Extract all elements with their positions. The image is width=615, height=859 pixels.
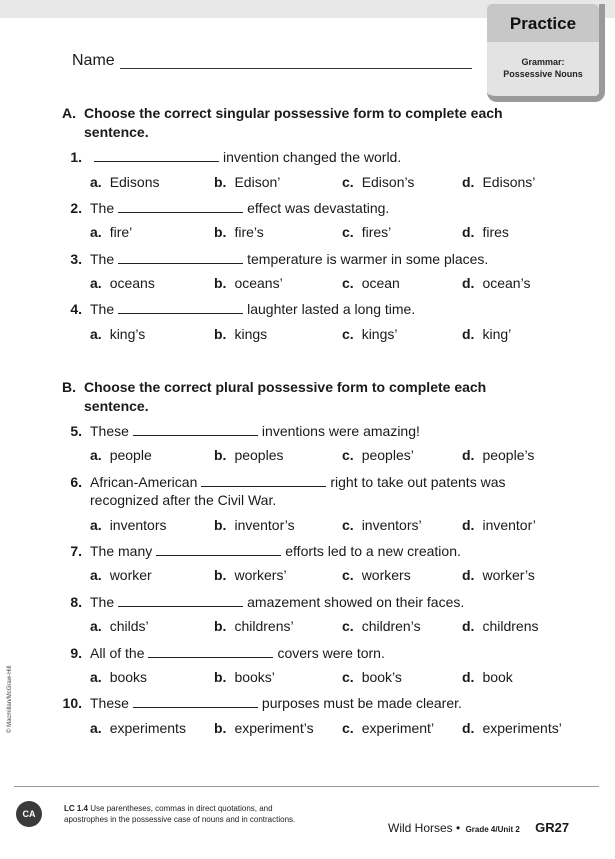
standard-text-1: Use parentheses, commas in direct quotations, and [90,804,273,813]
option-a[interactable] [90,669,147,685]
option-b[interactable] [214,224,264,240]
option-text: fire’ [109,224,133,240]
question-tail: temperature is warmer in some places. [247,251,489,267]
option-letter: c. [342,669,354,685]
option-text: childrens [482,618,539,634]
option-text: kings’ [361,326,398,342]
option-letter: a. [90,567,102,583]
practice-subtitle-line1: Grammar: [521,57,565,67]
question-number: 4. [70,301,82,317]
question-number: 5. [70,423,82,439]
question-tail: right to take out patents was [330,474,506,490]
section-b-letter: B. [62,379,76,395]
option-text: inventor’s [234,517,295,533]
option-text: children’s [361,618,421,634]
option-b[interactable] [214,669,275,685]
option-a[interactable] [90,326,145,342]
option-letter: b. [214,224,227,240]
question-continuation: recognized after the Civil War. [90,492,277,508]
question-text [90,593,580,611]
answer-blank[interactable] [148,645,273,658]
option-letter: b. [214,720,227,736]
option-text: peoples’ [361,447,414,463]
question-lead: The [90,251,115,267]
option-text: people’s [482,447,535,463]
question-tail: effect was devastating. [247,200,390,216]
answer-blank[interactable] [201,474,326,487]
answer-options-10 [62,720,582,738]
option-letter: a. [90,517,102,533]
option-text: people [109,447,152,463]
copyright-credit [0,640,20,740]
option-text: Edison’s [361,174,415,190]
option-letter: a. [90,669,102,685]
option-letter: d. [462,174,475,190]
option-letter: a. [90,224,102,240]
answer-options-7 [62,567,582,585]
option-text: fires’ [361,224,392,240]
option-letter: c. [342,447,354,463]
option-letter: a. [90,326,102,342]
question-text [90,644,580,662]
option-letter: b. [214,567,227,583]
option-letter: b. [214,447,227,463]
question-lead: The many [90,543,153,559]
answer-options-4 [62,326,582,344]
option-letter: d. [462,326,475,342]
option-letter: c. [342,224,354,240]
answer-options-8 [62,618,582,636]
option-b[interactable] [214,517,295,533]
question-tail: laughter lasted a long time. [247,301,416,317]
answer-blank[interactable] [118,594,243,607]
option-b[interactable] [214,275,283,291]
option-c[interactable] [342,224,391,240]
answer-options-9 [62,669,582,687]
option-b[interactable] [214,174,280,190]
answer-options-2 [62,224,582,242]
question-tail: efforts led to a new creation. [285,543,461,559]
question-tail: amazement showed on their faces. [247,594,465,610]
option-text: experiments [109,720,186,736]
option-text: Edison’ [234,174,281,190]
answer-options-1 [62,174,582,192]
question-text [90,300,580,318]
answer-blank[interactable] [133,695,258,708]
question-text [90,694,580,712]
question-lead: These [90,423,129,439]
question-tail: invention changed the world. [223,149,402,165]
option-text: fires [482,224,509,240]
page-number: GR27 [535,820,570,835]
option-a[interactable] [90,447,152,463]
question-number: 2. [70,200,82,216]
practice-subtitle [487,56,599,80]
question-number: 8. [70,594,82,610]
option-letter: c. [342,275,354,291]
option-letter: c. [342,567,354,583]
question-text [90,422,580,440]
option-letter: d. [462,275,475,291]
question-number: 7. [70,543,82,559]
option-letter: d. [462,618,475,634]
name-box [62,18,487,78]
copyright-text: © Macmillan/McGraw-Hill [7,665,13,733]
option-text: childs’ [109,618,149,634]
option-a[interactable] [90,720,186,736]
question-lead: The [90,200,115,216]
grade-unit: Grade 4/Unit 2 [465,825,520,834]
footer-info [388,820,569,835]
section-a-line1: Choose the correct singular possessive form to complete each [84,105,503,121]
question-text [90,199,580,217]
option-text: ocean [361,275,400,291]
option-a[interactable] [90,567,152,583]
option-c[interactable] [342,720,434,736]
practice-title: Practice [509,14,577,33]
option-c[interactable] [342,275,400,291]
option-c[interactable] [342,618,421,634]
ca-standards-icon: CA [16,801,42,827]
option-d[interactable] [462,517,536,533]
option-d[interactable] [462,618,538,634]
option-b[interactable] [214,326,267,342]
question-lead: All of the [90,645,145,661]
option-letter: c. [342,618,354,634]
option-text: experiments’ [482,720,562,736]
option-letter: d. [462,669,475,685]
option-b[interactable] [214,567,287,583]
option-letter: b. [214,275,227,291]
option-text: worker’s [482,567,535,583]
option-text: Edisons [109,174,160,190]
name-label: Name [72,52,115,69]
option-text: Edisons’ [482,174,536,190]
option-text: oceans [109,275,155,291]
question-number: 3. [70,251,82,267]
option-text: books [109,669,148,685]
question-tail: covers were torn. [277,645,385,661]
question-text [90,148,580,166]
option-letter: a. [90,275,102,291]
answer-blank[interactable] [133,423,258,436]
question-lead: African-American [90,474,198,490]
answer-blank[interactable] [94,149,219,162]
option-letter: b. [214,618,227,634]
option-a[interactable] [90,174,160,190]
standard-code: LC 1.4 [64,804,89,813]
practice-tab-header [487,4,599,42]
section-b-heading [62,378,562,416]
question-lead: These [90,695,129,711]
footer [0,787,615,859]
option-letter: c. [342,720,354,736]
option-d[interactable] [462,447,534,463]
option-letter: d. [462,567,475,583]
option-letter: a. [90,618,102,634]
standard-text-2: apostrophes in the possessive case of nouns and in contractions. [64,815,296,824]
option-c[interactable] [342,174,414,190]
option-d[interactable] [462,720,562,736]
option-letter: a. [90,447,102,463]
option-letter: d. [462,447,475,463]
option-letter: a. [90,720,102,736]
option-letter: c. [342,517,354,533]
option-a[interactable] [90,275,155,291]
option-c[interactable] [342,669,402,685]
option-text: workers’ [234,567,287,583]
option-letter: b. [214,669,227,685]
option-d[interactable] [462,567,535,583]
section-a-heading [62,104,562,142]
question-number: 10. [62,695,82,711]
option-d[interactable] [462,275,530,291]
answer-options-6 [62,517,582,535]
option-letter: b. [214,517,227,533]
option-text: book [482,669,513,685]
option-b[interactable] [214,447,284,463]
option-text: childrens’ [234,618,294,634]
question-text [90,542,580,560]
option-d[interactable] [462,224,509,240]
option-c[interactable] [342,326,397,342]
section-b-line2: sentence. [84,398,149,414]
option-a[interactable] [90,224,132,240]
option-text: books’ [234,669,275,685]
option-letter: c. [342,174,354,190]
question-lead: The [90,301,115,317]
option-c[interactable] [342,567,411,583]
option-text: experiment’ [361,720,435,736]
option-text: fire’s [234,224,264,240]
question-number: 1. [70,149,82,165]
option-b[interactable] [214,618,294,634]
option-a[interactable] [90,618,149,634]
answer-blank[interactable] [156,543,281,556]
section-b-line1: Choose the correct plural possessive form to complete each [84,379,487,395]
option-letter: b. [214,174,227,190]
option-text: inventors’ [361,517,422,533]
story-title: Wild Horses [388,821,453,835]
option-d[interactable] [462,669,513,685]
question-text [90,473,580,509]
option-b[interactable] [214,720,314,736]
option-c[interactable] [342,447,414,463]
option-text: worker [109,567,152,583]
option-text: peoples [234,447,284,463]
option-text: kings [234,326,268,342]
answer-blank[interactable] [118,200,243,213]
question-tail: purposes must be made clearer. [261,695,462,711]
option-letter: d. [462,224,475,240]
option-text: king’ [482,326,512,342]
option-text: experiment’s [234,720,314,736]
option-text: inventors [109,517,167,533]
option-text: king’s [109,326,146,342]
option-a[interactable] [90,517,167,533]
option-letter: d. [462,517,475,533]
option-c[interactable] [342,517,422,533]
answer-blank[interactable] [118,251,243,264]
option-text: inventor’ [482,517,536,533]
question-number: 9. [70,645,82,661]
option-text: oceans’ [234,275,283,291]
question-tail: inventions were amazing! [261,423,420,439]
option-letter: d. [462,720,475,736]
question-lead: The [90,594,115,610]
option-text: workers [361,567,411,583]
standard-note [64,803,364,825]
option-letter: c. [342,326,354,342]
option-text: ocean’s [482,275,531,291]
question-text [90,250,580,268]
practice-subtitle-line2: Possessive Nouns [503,69,583,79]
bullet-separator: • [456,821,461,835]
section-a-letter: A. [62,105,76,121]
option-d[interactable] [462,326,511,342]
answer-options-5 [62,447,582,465]
practice-tab [487,4,605,102]
option-d[interactable] [462,174,535,190]
option-text: book’s [361,669,402,685]
answer-options-3 [62,275,582,293]
option-letter: a. [90,174,102,190]
question-number: 6. [70,474,82,490]
option-letter: b. [214,326,227,342]
answer-blank[interactable] [118,301,243,314]
section-a-line2: sentence. [84,124,149,140]
name-blank-line[interactable] [120,68,472,69]
